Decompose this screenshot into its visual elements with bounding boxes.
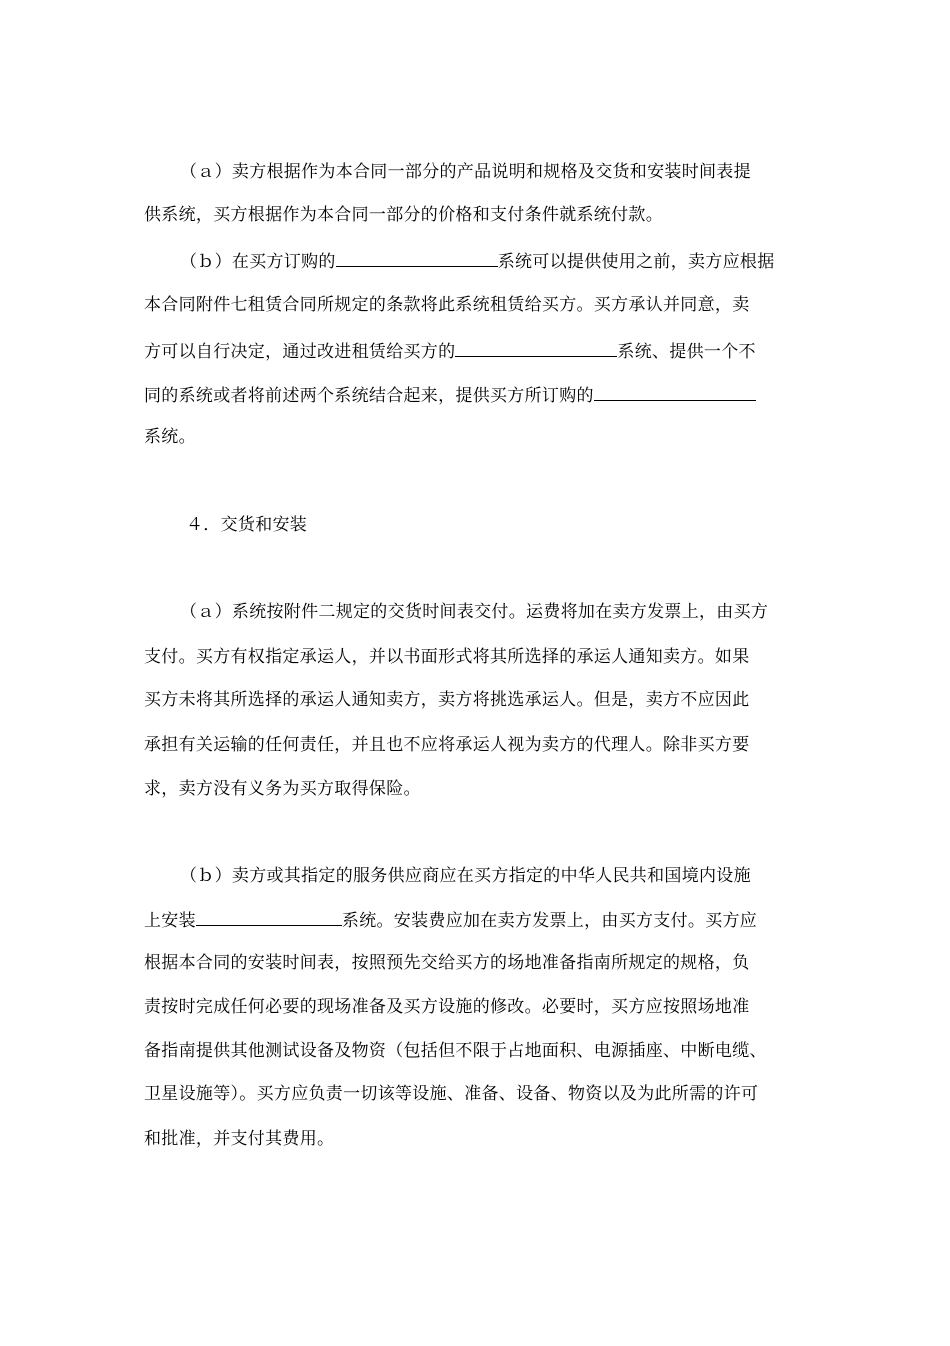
paragraph-4b-line-2-text-a: 上安装: [144, 911, 196, 931]
fill-in-blank-3: [594, 382, 756, 401]
paragraph-4b-line-2-text-b: 系统。安装费应加在卖方发票上，由买方支付。买方应: [341, 911, 758, 931]
paragraph-4b-line-1: （ｂ）卖方或其指定的服务供应商应在买方指定的中华人民共和国境内设施: [180, 866, 751, 886]
paragraph-3b-line-3-text-b: 系统、提供一个不: [617, 342, 756, 362]
paragraph-4b-line-7: 和批准，并支付其费用。: [144, 1129, 335, 1149]
paragraph-4a-line-3: 买方未将其所选择的承运人通知卖方，卖方将挑选承运人。但是，卖方不应因此: [144, 690, 750, 710]
paragraph-3b-line-2: 本合同附件七租赁合同所规定的条款将此系统租赁给买方。买方承认并同意，卖: [144, 295, 750, 315]
paragraph-3b-line-4-text-a: 同的系统或者将前述两个系统结合起来，提供买方所订购的: [144, 386, 594, 406]
paragraph-4b-line-5: 备指南提供其他测试设备及物资（包括但不限于占地面积、电源插座、中断电缆、: [144, 1041, 767, 1061]
paragraph-3b-line-1: [180, 248, 775, 274]
fill-in-blank-2: [455, 338, 617, 357]
fill-in-blank-1: [336, 248, 498, 267]
paragraph-4b-line-6: 卫星设施等）。买方应负责一切该等设施、准备、设备、物资以及为此所需的许可: [144, 1084, 759, 1104]
paragraph-4b-line-4: 责按时完成任何必要的现场准备及买方设施的修改。必要时，买方应按照场地准: [144, 997, 750, 1017]
paragraph-3a-line-2: 供系统，买方根据作为本合同一部分的价格和支付条件就系统付款。: [144, 205, 663, 225]
paragraph-3b-line-5: 系统。: [144, 427, 196, 447]
paragraph-3b-line-3: [144, 338, 756, 364]
paragraph-4b-line-3: 根据本合同的安装时间表，按照预先交给买方的场地准备指南所规定的规格，负: [144, 953, 750, 973]
paragraph-4a-line-2: 支付。买方有权指定承运人，并以书面形式将其所选择的承运人通知卖方。如果: [144, 647, 750, 667]
paragraph-3b-line-1-text-b: 系统可以提供使用之前，卖方应根据: [497, 252, 775, 272]
paragraph-3a-line-1: （ａ）卖方根据作为本合同一部分的产品说明和规格及交货和安装时间表提: [180, 162, 751, 182]
paragraph-4b-line-2: [144, 907, 757, 933]
paragraph-4a-line-5: 求，卖方没有义务为买方取得保险。: [144, 779, 421, 799]
paragraph-4a-line-1: （ａ）系统按附件二规定的交货时间表交付。运费将加在卖方发票上，由买方: [180, 602, 769, 622]
paragraph-4a-line-4: 承担有关运输的任何责任，并且也不应将承运人视为卖方的代理人。除非买方要: [144, 735, 750, 755]
paragraph-3b-line-4: [144, 382, 756, 408]
fill-in-blank-4: [196, 907, 342, 926]
paragraph-3b-line-1-text-a: （ｂ）在买方订购的: [180, 252, 336, 272]
paragraph-3b-line-3-text-a: 方可以自行决定，通过改进租赁给买方的: [144, 342, 456, 362]
section-4-heading: ４．交货和安装: [186, 515, 308, 535]
